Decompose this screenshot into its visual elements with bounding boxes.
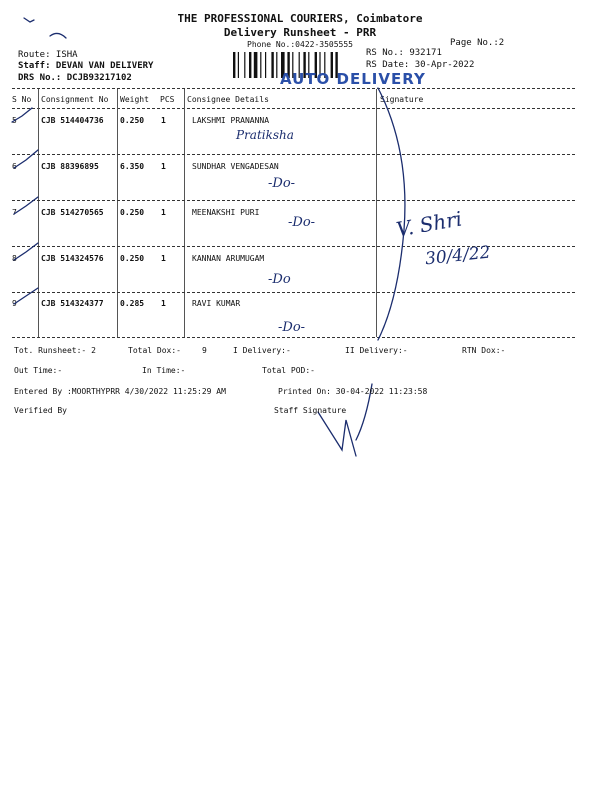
row-consignment: CJB 88396895	[41, 162, 99, 171]
tot-runsheet: Tot. Runsheet:- 2	[14, 346, 96, 355]
auto-delivery-stamp: AUTO DELIVERY	[280, 70, 426, 88]
signature-date: 30/4/22	[424, 242, 492, 270]
phone-number: Phone No.:0422-3505555	[247, 40, 353, 49]
in-time: In Time:-	[142, 366, 186, 375]
column-header-pcs: PCS	[160, 95, 175, 104]
total-pod: Total POD:-	[262, 366, 315, 375]
row-consignee: RAVI KUMAR	[192, 299, 241, 308]
route: Route: ISHA	[18, 50, 78, 60]
row-consignee: KANNAN ARUMUGAM	[192, 254, 265, 263]
total-dox-value: 9	[202, 346, 207, 355]
row-sno: 5	[12, 116, 17, 125]
row-weight: 0.250	[120, 116, 145, 125]
rs-date: RS Date: 30-Apr-2022	[366, 60, 475, 70]
rtn-dox: RTN Dox:-	[462, 346, 506, 355]
out-time: Out Time:-	[14, 366, 63, 375]
column-header-consignment: Consignment No	[41, 95, 109, 104]
row-weight: 6.350	[120, 162, 145, 171]
row-consignment: CJB 514324576	[41, 254, 104, 263]
handwritten-note: -Do-	[288, 215, 316, 230]
row-sno: 6	[12, 162, 17, 171]
rs-number: RS No.: 932171	[366, 48, 442, 58]
row-consignee: LAKSHMI PRANANNA	[192, 116, 270, 125]
row-pcs: 1	[161, 162, 166, 171]
row-sno: 8	[12, 254, 17, 263]
total-dox-label: Total Dox:-	[128, 346, 181, 355]
recipient-signature: V. Shri	[394, 206, 464, 242]
row-consignee: SUNDHAR VENGADESAN	[192, 162, 279, 171]
row-weight: 0.250	[120, 208, 145, 217]
ii-delivery: II Delivery:-	[345, 346, 408, 355]
handwritten-note: -Do-	[278, 320, 306, 335]
row-pcs: 1	[161, 254, 166, 263]
i-delivery: I Delivery:-	[233, 346, 291, 355]
handwritten-note: -Do-	[268, 176, 296, 191]
row-sno: 9	[12, 299, 17, 308]
row-weight: 0.285	[120, 299, 145, 308]
printed-on: Printed On: 30-04-2022 11:23:58	[278, 387, 428, 396]
column-header-sno: S No	[12, 95, 32, 104]
row-pcs: 1	[161, 208, 166, 217]
row-sno: 7	[12, 208, 17, 217]
row-consignee: MEENAKSHI PURI	[192, 208, 260, 217]
row-consignment: CJB 514270565	[41, 208, 104, 217]
page-number: Page No.:2	[450, 38, 505, 48]
handwritten-note: Pratiksha	[236, 128, 294, 142]
row-weight: 0.250	[120, 254, 145, 263]
staff: Staff: DEVAN VAN DELIVERY	[18, 61, 154, 71]
drs-number: DRS No.: DCJB93217102	[18, 73, 132, 83]
staff-signature: Staff Signature	[274, 406, 347, 415]
column-header-weight: Weight	[120, 95, 149, 104]
column-header-signature: Signature	[380, 95, 424, 104]
handwritten-note: -Do	[268, 272, 291, 287]
company-title: THE PROFESSIONAL COURIERS, Coimbatore	[177, 12, 423, 25]
entered-by: Entered By :MOORTHYPRR 4/30/2022 11:25:29 AM	[14, 387, 226, 396]
column-header-consignee: Consignee Details	[187, 95, 269, 104]
row-pcs: 1	[161, 299, 166, 308]
row-pcs: 1	[161, 116, 166, 125]
verified-by: Verified By	[14, 406, 67, 415]
document-title: Delivery Runsheet - PRR	[223, 26, 377, 39]
row-consignment: CJB 514404736	[41, 116, 104, 125]
row-consignment: CJB 514324377	[41, 299, 104, 308]
